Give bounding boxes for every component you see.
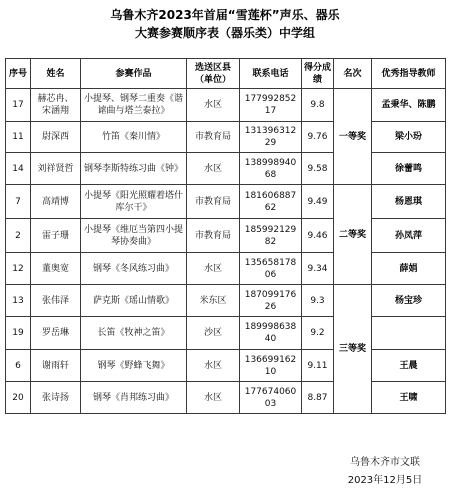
cell-work: 小提琴、钢琴二重奏《谐谑曲与塔兰泰拉》 xyxy=(81,89,187,122)
cell-rank-second-prize: 二等奖 xyxy=(334,185,372,285)
cell-score: 9.8 xyxy=(302,89,334,122)
cell-score: 9.58 xyxy=(302,153,334,185)
cell-rank-first-prize: 一等奖 xyxy=(334,89,372,185)
title-line-1: 乌鲁木齐2023年首届“雪莲杯”声乐、器乐 xyxy=(110,8,340,22)
cell-unit: 水区 xyxy=(187,153,240,185)
cell-order-number: 7 xyxy=(6,185,31,219)
cell-phone: 13669916210 xyxy=(240,350,302,382)
cell-order-number: 6 xyxy=(6,350,31,382)
cell-name: 张诗扬 xyxy=(31,382,81,414)
header-name: 姓名 xyxy=(31,59,81,89)
header-work: 参赛作品 xyxy=(81,59,187,89)
cell-name: 刘祥贤哲 xyxy=(31,153,81,185)
cell-teacher xyxy=(372,317,446,350)
cell-teacher: 王晨 xyxy=(372,350,446,382)
cell-score: 9.3 xyxy=(302,285,334,317)
cell-score: 9.49 xyxy=(302,185,334,219)
cell-score: 9.34 xyxy=(302,253,334,285)
issuing-organization: 乌鲁木齐市文联 xyxy=(350,457,420,468)
cell-order-number: 11 xyxy=(6,122,31,153)
cell-teacher: 王啸 xyxy=(372,382,446,414)
cell-unit: 市教育局 xyxy=(187,122,240,153)
cell-name: 谢雨轩 xyxy=(31,350,81,382)
cell-score: 9.11 xyxy=(302,350,334,382)
results-table xyxy=(5,58,446,414)
header-phone: 联系电话 xyxy=(240,59,302,89)
table-row xyxy=(6,285,446,317)
cell-work: 竹笛《秦川情》 xyxy=(81,122,187,153)
cell-phone: 13565817806 xyxy=(240,253,302,285)
cell-teacher: 孙凤萍 xyxy=(372,219,446,253)
cell-score: 8.87 xyxy=(302,382,334,414)
table-row xyxy=(6,219,446,253)
table-header-row xyxy=(6,59,446,89)
table-row xyxy=(6,185,446,219)
cell-name: 雷子珊 xyxy=(31,219,81,253)
document-title xyxy=(0,6,450,42)
header-rank: 名次 xyxy=(334,59,372,89)
table-row xyxy=(6,122,446,153)
cell-order-number: 12 xyxy=(6,253,31,285)
cell-score: 9.2 xyxy=(302,317,334,350)
cell-teacher: 徐蕾鸣 xyxy=(372,153,446,185)
cell-phone: 18599212982 xyxy=(240,219,302,253)
cell-work: 钢琴《冬风练习曲》 xyxy=(81,253,187,285)
cell-order-number: 2 xyxy=(6,219,31,253)
title-line-2: 大赛参赛顺序表（器乐类）中学组 xyxy=(134,26,315,40)
cell-teacher: 薛娟 xyxy=(372,253,446,285)
cell-work: 长笛《牧神之笛》 xyxy=(81,317,187,350)
cell-unit: 水区 xyxy=(187,89,240,122)
cell-unit: 市教育局 xyxy=(187,219,240,253)
cell-rank-third-prize: 三等奖 xyxy=(334,285,372,414)
cell-work: 钢琴《肖邦练习曲》 xyxy=(81,382,187,414)
cell-phone: 13899894068 xyxy=(240,153,302,185)
table-row xyxy=(6,89,446,122)
cell-phone: 18999863840 xyxy=(240,317,302,350)
cell-unit: 水区 xyxy=(187,253,240,285)
document-footer xyxy=(344,454,426,490)
cell-unit: 米东区 xyxy=(187,285,240,317)
table-row xyxy=(6,317,446,350)
cell-work: 小提琴《阳光照耀着塔什库尔干》 xyxy=(81,185,187,219)
table-row xyxy=(6,253,446,285)
table-row xyxy=(6,153,446,185)
cell-phone: 17767406003 xyxy=(240,382,302,414)
cell-work: 钢琴《野蜂飞舞》 xyxy=(81,350,187,382)
cell-order-number: 19 xyxy=(6,317,31,350)
cell-order-number: 17 xyxy=(6,89,31,122)
cell-name: 高靖博 xyxy=(31,185,81,219)
cell-work: 钢琴李斯特练习曲《钟》 xyxy=(81,153,187,185)
header-score: 得分成绩 xyxy=(302,59,334,89)
cell-work: 萨克斯《瑶山情歌》 xyxy=(81,285,187,317)
cell-order-number: 14 xyxy=(6,153,31,185)
cell-name: 张伟泽 xyxy=(31,285,81,317)
cell-score: 9.76 xyxy=(302,122,334,153)
cell-phone: 13139631229 xyxy=(240,122,302,153)
header-unit: 选送区县 （单位） xyxy=(187,59,240,89)
cell-order-number: 13 xyxy=(6,285,31,317)
cell-order-number: 20 xyxy=(6,382,31,414)
cell-phone: 18160688762 xyxy=(240,185,302,219)
cell-teacher: 杨宝珍 xyxy=(372,285,446,317)
cell-name: 罗岳琳 xyxy=(31,317,81,350)
cell-phone: 17799285217 xyxy=(240,89,302,122)
cell-unit: 水区 xyxy=(187,350,240,382)
header-order-number: 序号 xyxy=(6,59,31,89)
table-row xyxy=(6,382,446,414)
table-row xyxy=(6,350,446,382)
cell-teacher: 孟秉华、陈鹏 xyxy=(372,89,446,122)
cell-work: 小提琴《维厄当第四小提琴协奏曲》 xyxy=(81,219,187,253)
cell-teacher: 杨恩琪 xyxy=(372,185,446,219)
cell-unit: 水区 xyxy=(187,382,240,414)
cell-unit: 市教育局 xyxy=(187,185,240,219)
issue-date: 2023年12月5日 xyxy=(347,475,423,486)
cell-name: 董奥宽 xyxy=(31,253,81,285)
cell-score: 9.46 xyxy=(302,219,334,253)
cell-unit: 沙区 xyxy=(187,317,240,350)
cell-teacher: 梁小玢 xyxy=(372,122,446,153)
cell-name: 尉深西 xyxy=(31,122,81,153)
cell-name: 赫芯冉、宋涵翔 xyxy=(31,89,81,122)
cell-phone: 18709917626 xyxy=(240,285,302,317)
header-teacher: 优秀指导教师 xyxy=(372,59,446,89)
